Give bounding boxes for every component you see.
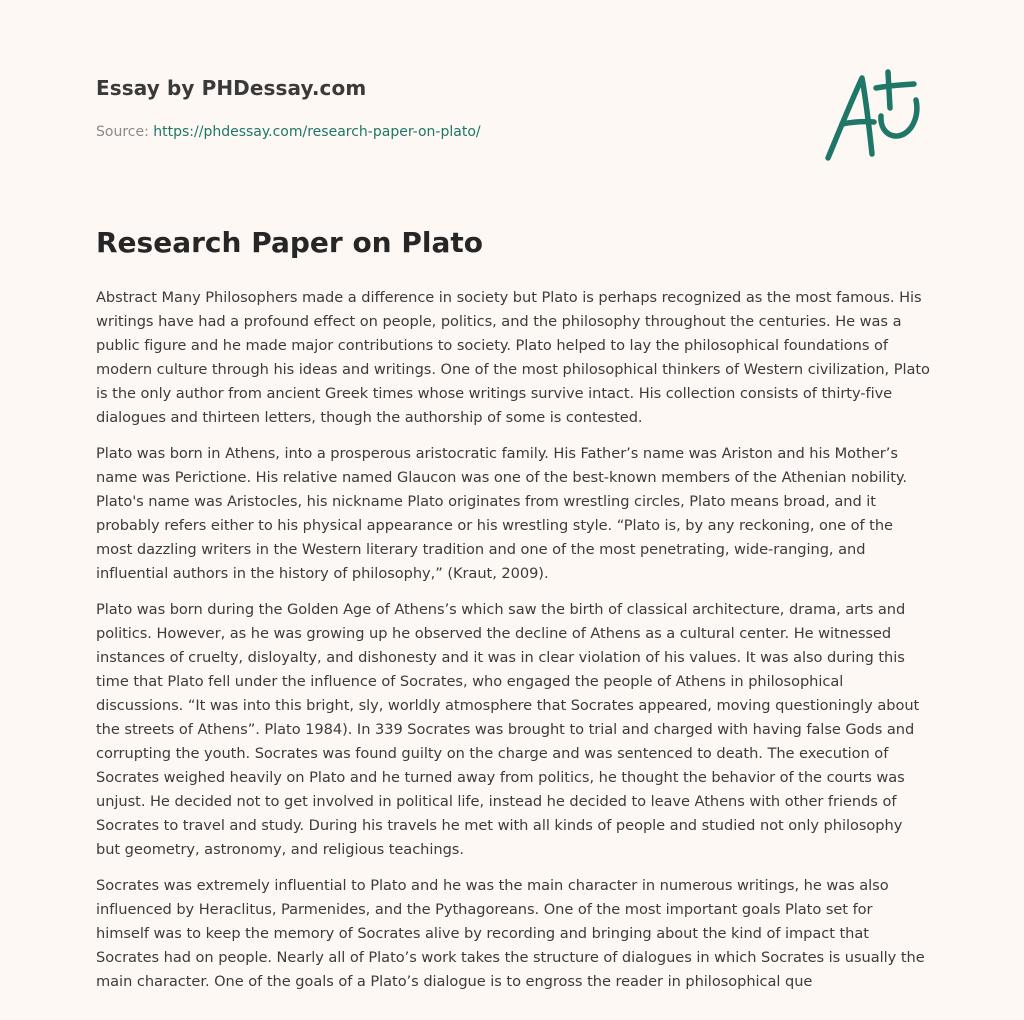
source-link[interactable]: https://phdessay.com/research-paper-on-plato/ xyxy=(153,124,481,140)
paragraph: Plato was born during the Golden Age of Athens’s which saw the birth of classical architecture, drama, arts and politics. However, as he was growing up he observed the decline of Athens as a cultural center. He witnessed instances of cruelty, disloyalty, and dishonesty and it was in clear violation of his values. It was also during this time that Plato fell under the influence of Socrates, who engaged the people of Athens in philosophical discussions. “It was into this bright, sly, worldly atmosphere that Socrates appeared, moving questioningly about the streets of Athens”. Plato 1984). In 339 Socrates was brought to trial and charged with having false Gods and corrupting the youth. Socrates was found guilty on the charge and was sentenced to death. The execution of Socrates weighed heavily on Plato and he turned away from politics, he thought the behavior of the courts was unjust. He decided not to get involved in political life, instead he decided to leave Athens with other friends of Socrates to travel and study. During his travels he met with all kinds of people and studied not only philosophy but geometry, astronomy, and religious teachings. xyxy=(96,601,920,858)
site-title: Essay by PHDessay.com xyxy=(96,76,367,100)
paragraph: Abstract Many Philosophers made a difference in society but Plato is perhaps recognized as the most famous. His writings have had a profound effect on people, politics, and the philosophy throughout the centuries. He was a public figure and he made major contributions to society. Plato helped to lay the philosophical foundations of modern culture through his ideas and writings. One of the most philosophical thinkers of Western civilization, Plato is the only author from ancient Greek times whose writings survive intact. His collection consists of thirty-five dialogues and thirteen letters, though the authorship of some is contested. xyxy=(96,289,930,426)
source-line xyxy=(96,124,481,140)
paragraph: Socrates was extremely influential to Plato and he was the main character in numerous writings, he was also influenced by Heraclitus, Parmenides, and the Pythagoreans. One of the most important goals Plato set for himself was to keep the memory of Socrates alive by recording and bringing about the kind of impact that Socrates had on people. Nearly all of Plato’s work takes the structure of dialogues in which Socrates is usually the main character. One of the goals of a Plato’s dialogue is to engross the reader in philosophical que xyxy=(96,877,925,990)
a-plus-logo-icon xyxy=(818,64,930,166)
essay-body xyxy=(96,286,930,1020)
source-label: Source: xyxy=(96,124,154,140)
document-title: Research Paper on Plato xyxy=(96,226,483,259)
paragraph: Plato was born in Athens, into a prosperous aristocratic family. His Father’s name was Ariston and his Mother’s name was Perictione. His relative named Glaucon was one of the best-known members of the Athenian nobility. Plato's name was Aristocles, his nickname Plato originates from wrestling circles, Plato means broad, and it probably refers either to his physical appearance or his wrestling style. “Plato is, by any reckoning, one of the most dazzling writers in the Western literary tradition and one of the most penetrating, wide-ranging, and influential authors in the history of philosophy,” (Kraut, 2009). xyxy=(96,445,908,582)
